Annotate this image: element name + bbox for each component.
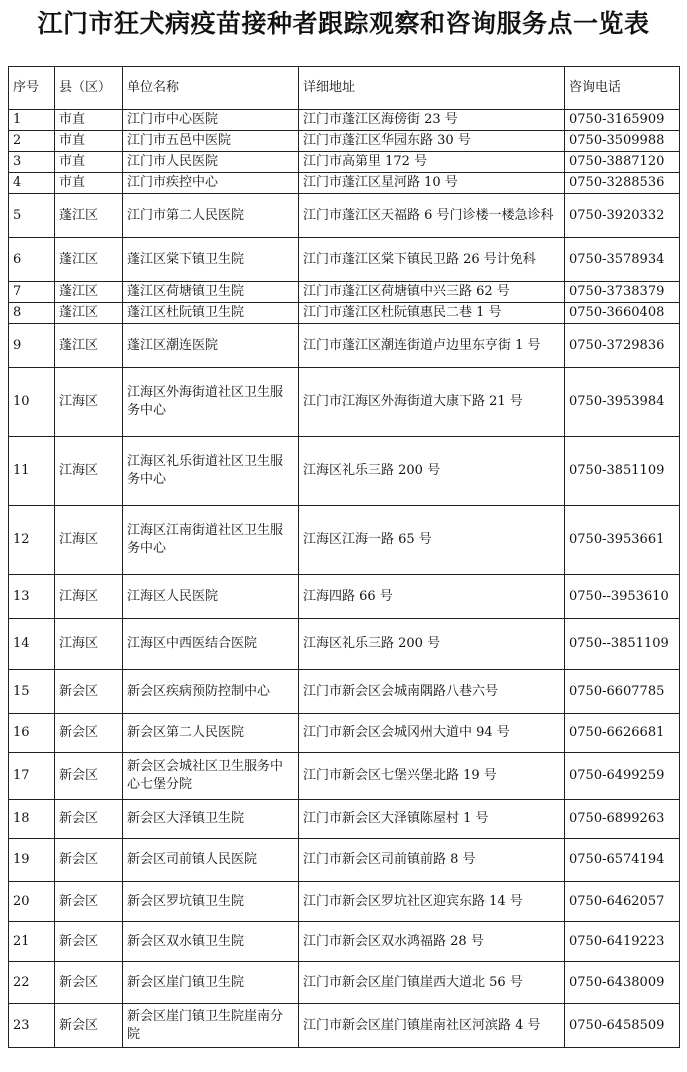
cell-phone: 0750-6626681 bbox=[565, 714, 680, 753]
cell-district: 新会区 bbox=[55, 962, 123, 1004]
table-row bbox=[9, 437, 680, 506]
cell-address: 江门市新会区司前镇前路 8 号 bbox=[299, 839, 565, 882]
cell-phone: 0750-6499259 bbox=[565, 753, 680, 800]
cell-unit-name: 江海区中西医结合医院 bbox=[123, 619, 299, 670]
cell-index: 15 bbox=[9, 670, 55, 714]
cell-district: 市直 bbox=[55, 131, 123, 152]
cell-district: 江海区 bbox=[55, 368, 123, 437]
cell-phone: 0750-3165909 bbox=[565, 110, 680, 131]
cell-address: 江门市蓬江区棠下镇民卫路 26 号计免科 bbox=[299, 238, 565, 282]
cell-phone: 0750--3851109 bbox=[565, 619, 680, 670]
cell-address: 江门市蓬江区华园东路 30 号 bbox=[299, 131, 565, 152]
cell-address: 江海区礼乐三路 200 号 bbox=[299, 437, 565, 506]
cell-address: 江门市新会区会城南隅路八巷六号 bbox=[299, 670, 565, 714]
cell-address: 江门市新会区崖门镇崖南社区河滨路 4 号 bbox=[299, 1004, 565, 1048]
cell-index: 8 bbox=[9, 303, 55, 324]
cell-district: 新会区 bbox=[55, 1004, 123, 1048]
cell-address: 江门市新会区大泽镇陈屋村 1 号 bbox=[299, 800, 565, 839]
table-row bbox=[9, 575, 680, 619]
header-district: 县（区） bbox=[55, 67, 123, 110]
cell-phone: 0750-3953661 bbox=[565, 506, 680, 575]
cell-phone: 0750-3920332 bbox=[565, 194, 680, 238]
table-row bbox=[9, 152, 680, 173]
cell-phone: 0750-3660408 bbox=[565, 303, 680, 324]
cell-address: 江门市蓬江区星河路 10 号 bbox=[299, 173, 565, 194]
header-unit-name: 单位名称 bbox=[123, 67, 299, 110]
cell-unit-name: 江门市人民医院 bbox=[123, 152, 299, 173]
cell-address: 江海区礼乐三路 200 号 bbox=[299, 619, 565, 670]
cell-index: 20 bbox=[9, 882, 55, 922]
cell-district: 新会区 bbox=[55, 670, 123, 714]
cell-index: 22 bbox=[9, 962, 55, 1004]
cell-index: 12 bbox=[9, 506, 55, 575]
cell-phone: 0750-3887120 bbox=[565, 152, 680, 173]
cell-phone: 0750-6419223 bbox=[565, 922, 680, 962]
cell-unit-name: 新会区第二人民医院 bbox=[123, 714, 299, 753]
cell-address: 江门市蓬江区杜阮镇惠民二巷 1 号 bbox=[299, 303, 565, 324]
cell-phone: 0750-6899263 bbox=[565, 800, 680, 839]
cell-index: 9 bbox=[9, 324, 55, 368]
table-row bbox=[9, 131, 680, 152]
header-phone: 咨询电话 bbox=[565, 67, 680, 110]
cell-index: 3 bbox=[9, 152, 55, 173]
cell-address: 江门市江海区外海街道大康下路 21 号 bbox=[299, 368, 565, 437]
table-row bbox=[9, 882, 680, 922]
table-row bbox=[9, 753, 680, 800]
cell-address: 江门市新会区七堡兴堡北路 19 号 bbox=[299, 753, 565, 800]
cell-phone: 0750-3578934 bbox=[565, 238, 680, 282]
cell-unit-name: 江门市疾控中心 bbox=[123, 173, 299, 194]
table-row bbox=[9, 922, 680, 962]
cell-address: 江门市蓬江区荷塘镇中兴三路 62 号 bbox=[299, 282, 565, 303]
table-row bbox=[9, 368, 680, 437]
cell-phone: 0750-6438009 bbox=[565, 962, 680, 1004]
cell-unit-name: 新会区疾病预防控制中心 bbox=[123, 670, 299, 714]
cell-unit-name: 江海区人民医院 bbox=[123, 575, 299, 619]
cell-address: 江门市新会区双水鸿福路 28 号 bbox=[299, 922, 565, 962]
cell-phone: 0750-3953984 bbox=[565, 368, 680, 437]
cell-index: 1 bbox=[9, 110, 55, 131]
cell-district: 新会区 bbox=[55, 714, 123, 753]
cell-index: 17 bbox=[9, 753, 55, 800]
cell-address: 江门市新会区罗坑社区迎宾东路 14 号 bbox=[299, 882, 565, 922]
cell-phone: 0750-3738379 bbox=[565, 282, 680, 303]
cell-address: 江门市新会区崖门镇崖西大道北 56 号 bbox=[299, 962, 565, 1004]
cell-unit-name: 新会区大泽镇卫生院 bbox=[123, 800, 299, 839]
cell-address: 江海四路 66 号 bbox=[299, 575, 565, 619]
cell-index: 10 bbox=[9, 368, 55, 437]
cell-unit-name: 新会区崖门镇卫生院崖南分院 bbox=[123, 1004, 299, 1048]
cell-district: 蓬江区 bbox=[55, 282, 123, 303]
table-row bbox=[9, 800, 680, 839]
cell-unit-name: 蓬江区杜阮镇卫生院 bbox=[123, 303, 299, 324]
cell-unit-name: 江门市五邑中医院 bbox=[123, 131, 299, 152]
cell-unit-name: 蓬江区棠下镇卫生院 bbox=[123, 238, 299, 282]
table-row bbox=[9, 238, 680, 282]
cell-phone: 0750-6574194 bbox=[565, 839, 680, 882]
cell-address: 江门市蓬江区天福路 6 号门诊楼一楼急诊科 bbox=[299, 194, 565, 238]
cell-index: 18 bbox=[9, 800, 55, 839]
cell-phone: 0750--3953610 bbox=[565, 575, 680, 619]
cell-address: 江海区江海一路 65 号 bbox=[299, 506, 565, 575]
table-row bbox=[9, 324, 680, 368]
cell-unit-name: 新会区罗坑镇卫生院 bbox=[123, 882, 299, 922]
cell-index: 2 bbox=[9, 131, 55, 152]
cell-index: 19 bbox=[9, 839, 55, 882]
cell-district: 蓬江区 bbox=[55, 238, 123, 282]
cell-phone: 0750-6462057 bbox=[565, 882, 680, 922]
table-row bbox=[9, 303, 680, 324]
cell-district: 市直 bbox=[55, 152, 123, 173]
cell-phone: 0750-3851109 bbox=[565, 437, 680, 506]
cell-district: 新会区 bbox=[55, 922, 123, 962]
cell-index: 16 bbox=[9, 714, 55, 753]
page-title: 江门市狂犬病疫苗接种者跟踪观察和咨询服务点一览表 bbox=[37, 9, 650, 38]
cell-unit-name: 新会区崖门镇卫生院 bbox=[123, 962, 299, 1004]
cell-district: 新会区 bbox=[55, 839, 123, 882]
cell-index: 23 bbox=[9, 1004, 55, 1048]
cell-unit-name: 江门市第二人民医院 bbox=[123, 194, 299, 238]
cell-unit-name: 江门市中心医院 bbox=[123, 110, 299, 131]
table-row bbox=[9, 839, 680, 882]
cell-index: 5 bbox=[9, 194, 55, 238]
cell-unit-name: 新会区会城社区卫生服务中心七堡分院 bbox=[123, 753, 299, 800]
table-row bbox=[9, 173, 680, 194]
cell-district: 蓬江区 bbox=[55, 324, 123, 368]
cell-district: 蓬江区 bbox=[55, 303, 123, 324]
cell-district: 市直 bbox=[55, 110, 123, 131]
table-row bbox=[9, 714, 680, 753]
service-point-table bbox=[8, 66, 680, 1048]
table-row bbox=[9, 194, 680, 238]
table-row bbox=[9, 282, 680, 303]
cell-index: 11 bbox=[9, 437, 55, 506]
table-row bbox=[9, 670, 680, 714]
cell-unit-name: 蓬江区荷塘镇卫生院 bbox=[123, 282, 299, 303]
cell-district: 江海区 bbox=[55, 575, 123, 619]
header-address: 详细地址 bbox=[299, 67, 565, 110]
cell-district: 江海区 bbox=[55, 437, 123, 506]
cell-district: 蓬江区 bbox=[55, 194, 123, 238]
cell-address: 江门市新会区会城冈州大道中 94 号 bbox=[299, 714, 565, 753]
cell-unit-name: 江海区外海街道社区卫生服务中心 bbox=[123, 368, 299, 437]
cell-address: 江门市蓬江区海傍街 23 号 bbox=[299, 110, 565, 131]
cell-phone: 0750-3288536 bbox=[565, 173, 680, 194]
cell-phone: 0750-3509988 bbox=[565, 131, 680, 152]
table-header-row bbox=[9, 67, 680, 110]
cell-phone: 0750-6607785 bbox=[565, 670, 680, 714]
cell-district: 江海区 bbox=[55, 506, 123, 575]
header-index: 序号 bbox=[9, 67, 55, 110]
cell-index: 6 bbox=[9, 238, 55, 282]
cell-address: 江门市蓬江区潮连街道卢边里东亨街 1 号 bbox=[299, 324, 565, 368]
table-row bbox=[9, 619, 680, 670]
cell-index: 21 bbox=[9, 922, 55, 962]
cell-index: 14 bbox=[9, 619, 55, 670]
cell-unit-name: 新会区双水镇卫生院 bbox=[123, 922, 299, 962]
table-row bbox=[9, 110, 680, 131]
cell-district: 新会区 bbox=[55, 800, 123, 839]
cell-unit-name: 蓬江区潮连医院 bbox=[123, 324, 299, 368]
cell-unit-name: 江海区礼乐街道社区卫生服务中心 bbox=[123, 437, 299, 506]
cell-phone: 0750-6458509 bbox=[565, 1004, 680, 1048]
cell-district: 新会区 bbox=[55, 882, 123, 922]
cell-index: 13 bbox=[9, 575, 55, 619]
table-row bbox=[9, 1004, 680, 1048]
cell-unit-name: 江海区江南街道社区卫生服务中心 bbox=[123, 506, 299, 575]
cell-address: 江门市高第里 172 号 bbox=[299, 152, 565, 173]
cell-district: 江海区 bbox=[55, 619, 123, 670]
cell-index: 4 bbox=[9, 173, 55, 194]
cell-index: 7 bbox=[9, 282, 55, 303]
table-row bbox=[9, 962, 680, 1004]
cell-unit-name: 新会区司前镇人民医院 bbox=[123, 839, 299, 882]
table-row bbox=[9, 506, 680, 575]
cell-district: 新会区 bbox=[55, 753, 123, 800]
cell-phone: 0750-3729836 bbox=[565, 324, 680, 368]
cell-district: 市直 bbox=[55, 173, 123, 194]
